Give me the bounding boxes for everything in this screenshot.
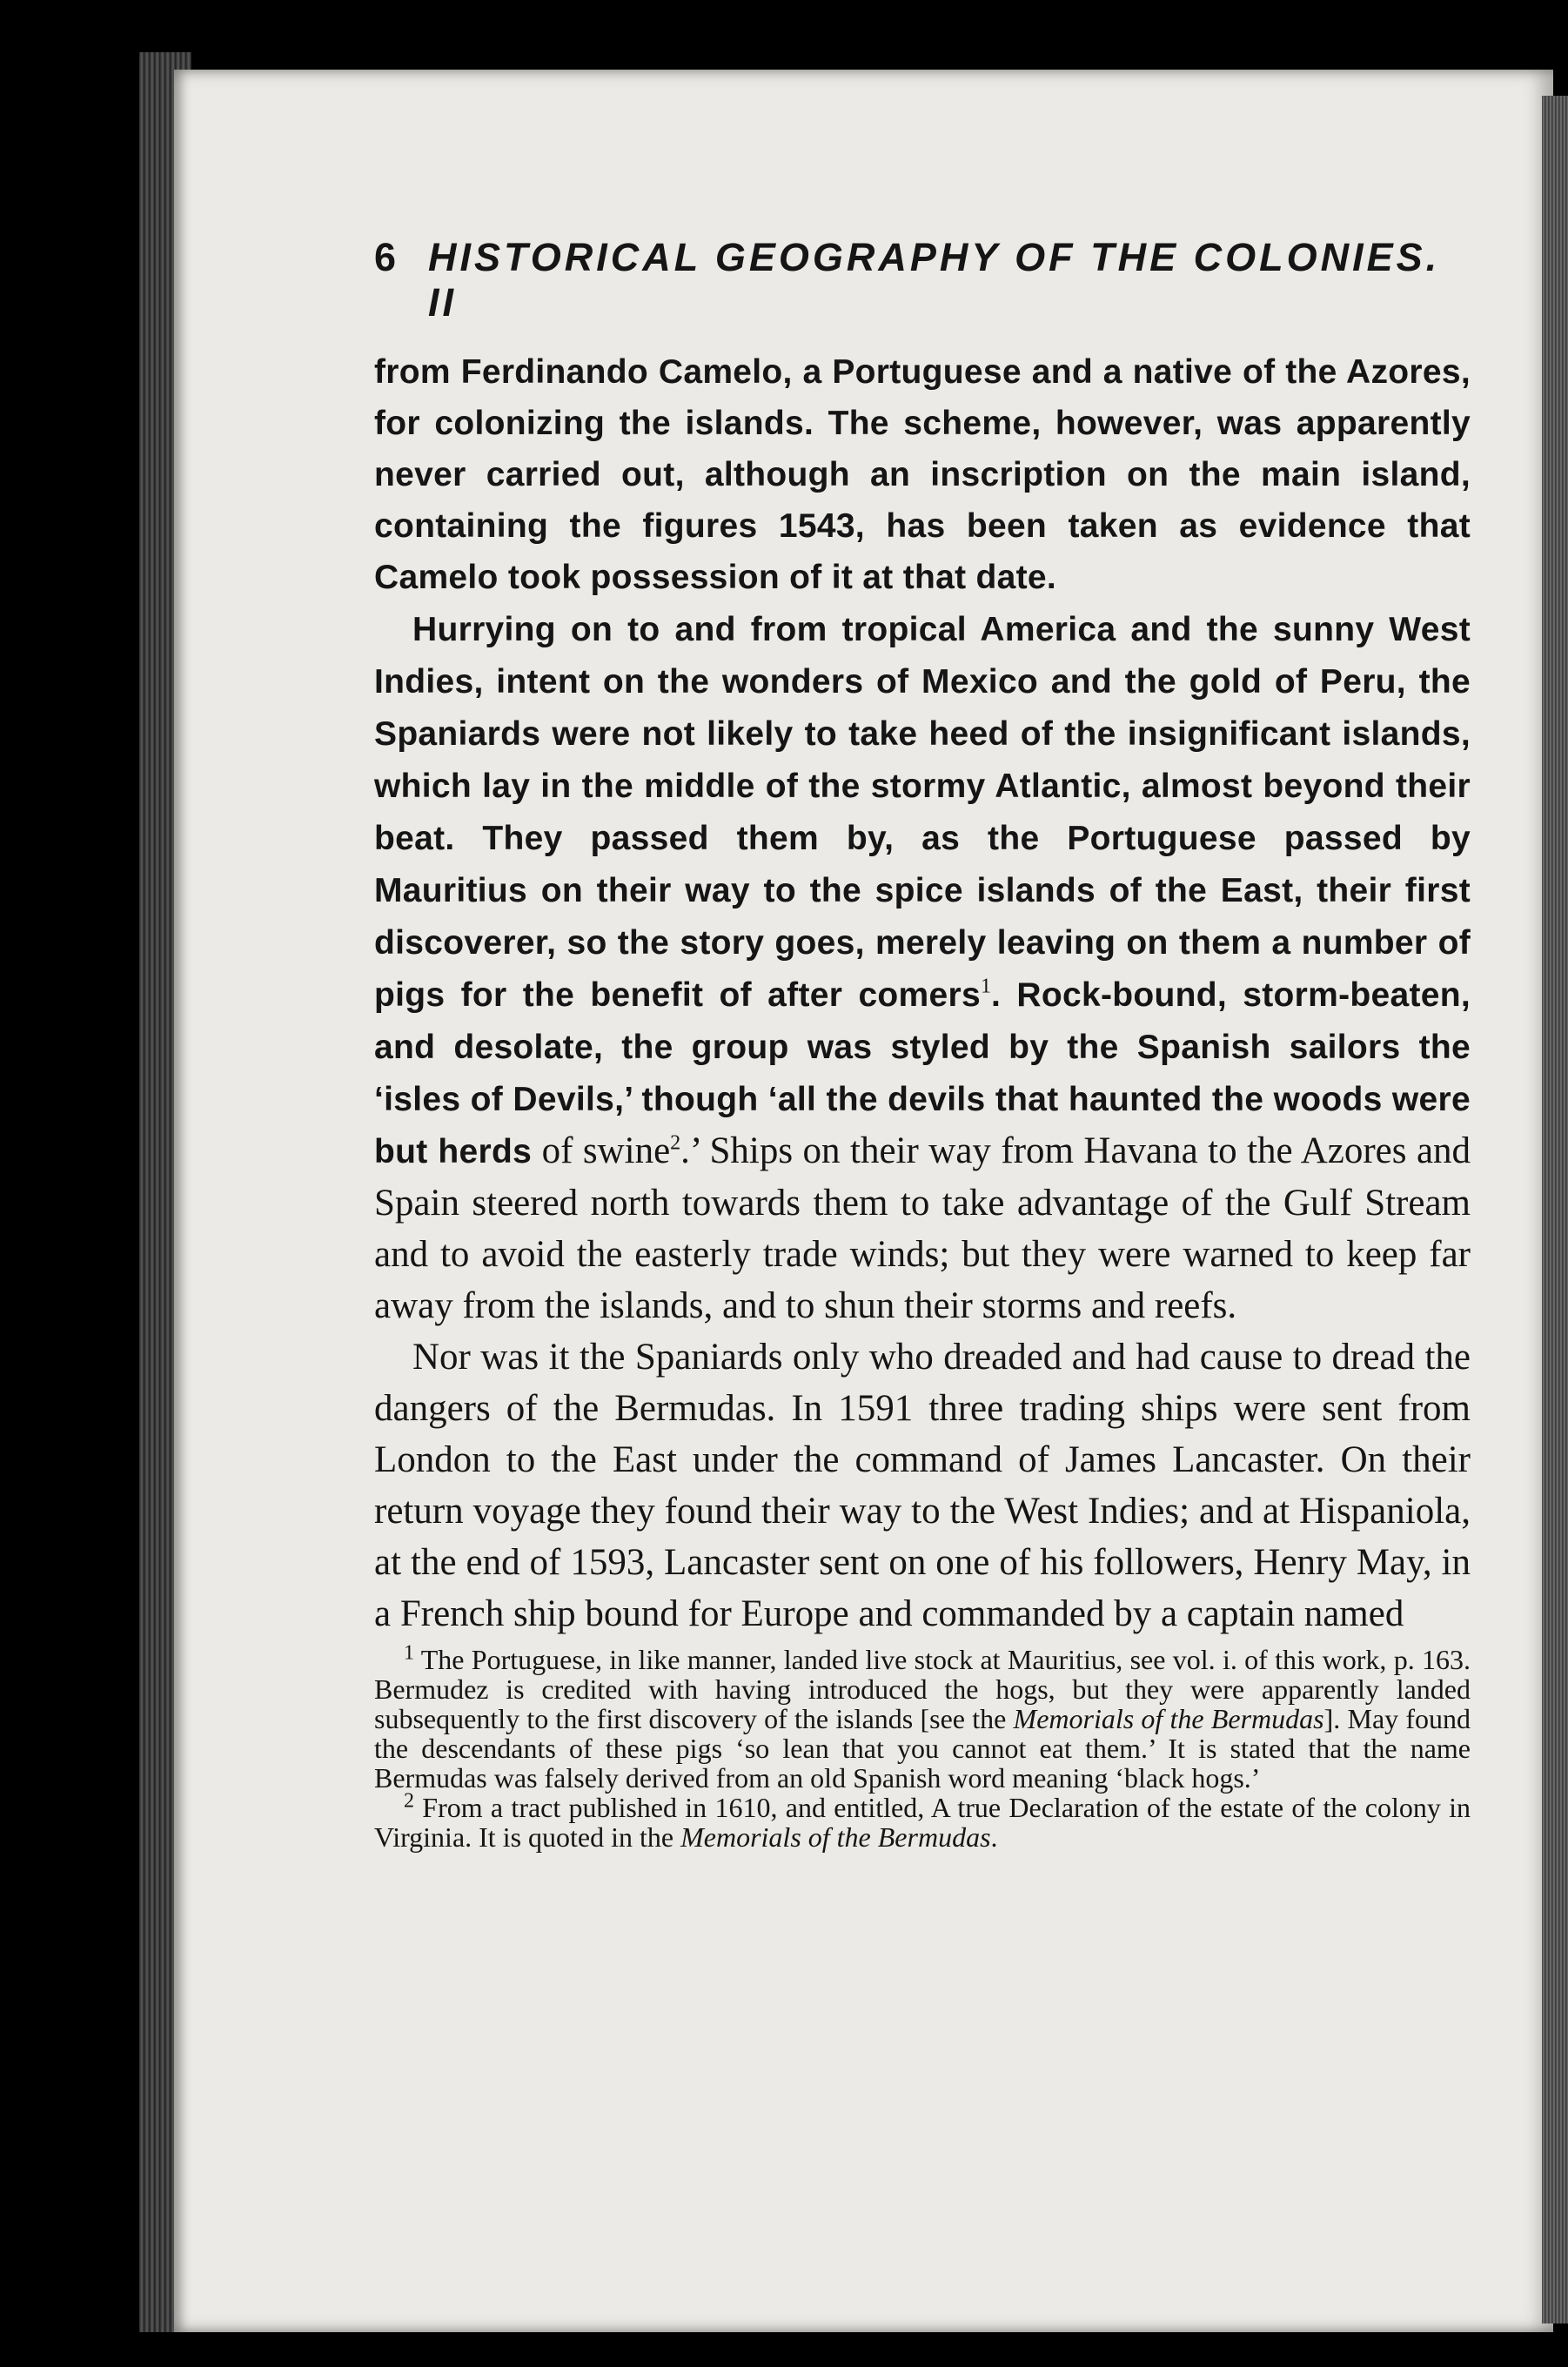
paragraph-2 [374, 603, 1471, 1331]
footnote-2-mark: 2 [670, 1131, 681, 1155]
paragraph-2-text-d: .’ Ships on their way from Havana to the Azores and Spain steered north towards them to take advantage of the Gulf Stream and to avoid the easterly trade winds; but they were warned to keep far away from the islands, and to shun their storms and reefs. [374, 1130, 1471, 1326]
paragraph-3: Nor was it the Spaniards only who dreaded and had cause to dread the dangers of the Bermudas. In 1591 three trading ships were sent from London to the East under the command of James Lancaster. On their return voyage they found their way to the West Indies; and at Hispaniola, at the end of 1593, Lancaster sent on one of his followers, Henry May, in a French ship bound for Europe and commanded by a captain named [374, 1337, 1471, 1634]
footnote-1-mark: 1 [981, 975, 991, 998]
paragraph-2-text-a: Hurrying on to and from tropical America and the sunny West Indies, intent on the wonders of Mexico and the gold of Peru, the Spaniards were not likely to take heed of the insignificant islands, which lay in the middle of the stormy Atlantic, almost beyond their beat. They passed them by, as the Portuguese passed by Mauritius on their way to the spice islands of the East, their first discoverer, so the story goes, merely leaving on them a number of pigs for the benefit of after comers [374, 611, 1471, 1014]
footnote-2-text-a: From a tract published in 1610, and entitled, A true Declaration of the estate of the colony in Virginia. It is quoted in the [374, 1792, 1471, 1853]
footnote-2-number: 2 [404, 1789, 414, 1813]
page-content [200, 235, 1479, 1852]
book-binding-right [1542, 96, 1568, 2323]
paragraph-1: from Ferdinando Camelo, a Portuguese and a native of the Azores, for colonizing the islands. The scheme, however, was apparently never carried out, although an inscription on the main island, containing the figures 1543, has been taken as evidence that Camelo took possession of it at that date. [374, 353, 1471, 596]
running-head-title: HISTORICAL GEOGRAPHY OF THE COLONIES. II [428, 235, 1441, 325]
page-number: 6 [374, 235, 399, 279]
footnotes [374, 1641, 1471, 1853]
footnote-2-text-b: . [990, 1821, 998, 1853]
footnote-1-number: 1 [404, 1641, 414, 1665]
footnote-1-text-b: ]. May found the descendants of these pigs ‘so lean that you cannot eat them.’ It is stated that the name Bermudas was falsely derived from an old Spanish word meaning ‘black hogs.’ [374, 1703, 1471, 1794]
footnote-2 [374, 1789, 1471, 1853]
footnote-1-title: Memorials of the Bermudas [1013, 1703, 1324, 1734]
paragraph-2-text-b: . Rock-bound, storm-beaten, and desolate, the group was styled by the Spanish sailors the ‘isles of Devils,’ though ‘all the devils that haunted the woods were but herds [374, 976, 1471, 1170]
paragraph-2-text-c: of swine [541, 1130, 671, 1171]
running-header [374, 235, 1479, 325]
footnote-2-title: Memorials of the Bermudas [680, 1821, 991, 1853]
footnote-1 [374, 1641, 1471, 1794]
footnote-1-text-a: The Portuguese, in like manner, landed live stock at Mauritius, see vol. i. of this work, p. 163. Bermudez is credited with having introduced the hogs, but they were apparently landed subsequently to the first discovery of the islands [see the [374, 1644, 1471, 1734]
body-text [374, 346, 1471, 1639]
